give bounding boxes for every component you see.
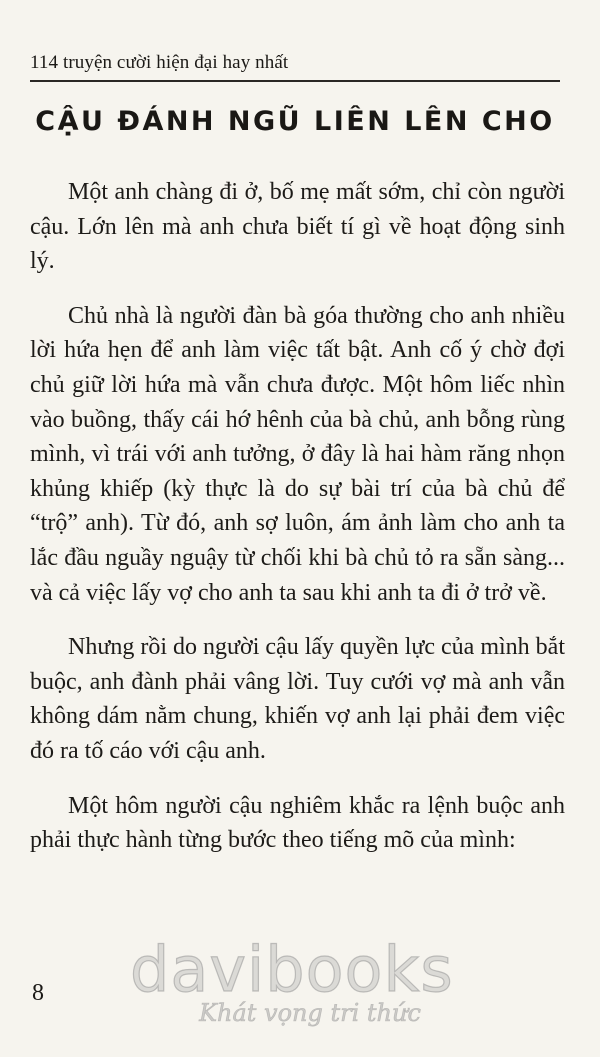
story-body — [30, 175, 565, 878]
watermark-slogan: Khát vọng tri thức — [199, 999, 421, 1027]
paragraph-1: Một anh chàng đi ở, bố mẹ mất sớm, chỉ còn người cậu. Lớn lên mà anh chưa biết tí gì về hoạt động sinh lý. — [30, 179, 565, 275]
watermark-brand: davibooks — [130, 933, 454, 1006]
running-header: 114 truyện cười hiện đại hay nhất — [30, 52, 289, 73]
paragraph-3: Nhưng rồi do người cậu lấy quyền lực của mình bắt buộc, anh đành phải vâng lời. Tuy cưới vợ mà anh vẫn không dám nằm chung, khiến vợ anh lại phải đem việc đó ra tố cáo với cậu anh. — [30, 634, 565, 764]
header-rule — [30, 80, 560, 82]
publisher-watermark — [130, 933, 454, 1027]
chapter-title: CẬU ĐÁNH NGŨ LIÊN LÊN CHO — [35, 106, 555, 137]
page-number: 8 — [32, 980, 44, 1006]
paragraph-4: Một hôm người cậu nghiêm khắc ra lệnh buộc anh phải thực hành từng bước theo tiếng mõ của mình: — [30, 792, 565, 854]
paragraph-2: Chủ nhà là người đàn bà góa thường cho anh nhiều lời hứa hẹn để anh làm việc tất bật. Anh cố ý chờ đợi chủ giữ lời hứa mà vẫn chưa được. Một hôm liếc nhìn vào buồng, thấy cái hớ hênh của bà chủ, anh bỗng rùng mình, vì trái với anh tưởng, ở đây là hai hàm răng nhọn khủng khiếp (kỳ thực là do sự bài trí của bà chủ để “trộ” anh). Từ đó, anh sợ luôn, ám ảnh làm cho anh ta lắc đầu nguầy nguậy từ chối khi bà chủ tỏ ra sẵn sàng... và cả việc lấy vợ cho anh ta sau khi anh ta đi ở trở về. — [30, 302, 565, 606]
